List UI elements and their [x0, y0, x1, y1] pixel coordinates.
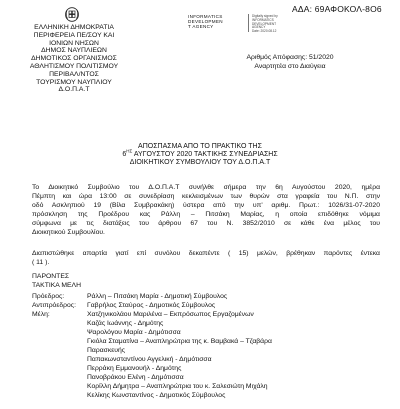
document-title: ΑΠΟΣΠΑΣΜΑ ΑΠΟ ΤΟ ΠΡΑΚΤΙΚΟ ΤΗΣ $6^{H\Sigma}$ ΑΥΓΟΥΣΤΟΥ 2020 ΤΑΚΤΙΚΗΣ ΣΥΝΕΔΡΙΑΣΗΣ ΔΙΟΙΚΗΤΙΚΟΥ ΣΥΜΒΟΥΛΙΟΥ ΤΟΥ Δ.Ο.Π.Α.Τ: [122, 143, 278, 167]
greek-emblem-icon: [64, 6, 80, 22]
list-item: Παρασκευής: [87, 347, 126, 354]
ada-code: ΑΔΑ: 69ΑΦΟΚΟΛ-8Ο6: [292, 4, 382, 14]
member-row-members: Μέλη: Χατζηνικολάου Μαριλένα – Εκπρόσωπος Εργαζομένων: [32, 311, 254, 318]
member-row-vice-president: Αντιπρόεδρος: Γαβρήλος Σταύρος - Δημοτικός Σύμβουλος: [32, 302, 216, 309]
list-item: Καζάς Ιωάννης - Δημότης: [87, 320, 164, 327]
list-item: Περράκη Εμμανουήλ - Δημότης: [87, 365, 182, 372]
member-row-president: Πρόεδρος: Ράλλη – Πιτσάκη Μαρία - Δημοτική Σύμβουλος: [32, 293, 228, 300]
quorum-paragraph: Διαπιστώθηκε απαρτία γιατί επί συνόλου δεκαπέντε ( 15) μελών, βρέθηκαν παρόντες έντεκα ( 11 ).: [32, 250, 380, 266]
meeting-paragraph: Το Διοικητικό Συμβούλιο του Δ.Ο.Π.Α.Τ συνήλθε σήμερα την 6η Αυγούστου 2020, ημέρα Πέμπτη και ώρα 13:00 σε συνεδρίαση κεκλεισμένων των θυρών στα γραφεία του Ν.Π. στην οδό Ασκληπιού 19 (Βίλα Συμβρακάκη) ύστερα από την υπ' αριθμ. Πρωτ.: 1026/31-07-2020 πρόσκληση της Προέδρου κας Ράλλη – Πιτσάκη Μαρίας, η οποία επιδόθηκε νόμιμα σύμφωνα με τις διατάξεις του άρθρου 67 του Ν. 3852/2010 σε κάθε ένα μέλος του Διοικητικού Συμβουλίου.: [32, 184, 380, 236]
stamp-text: INFORMATICS DEVELOPMEN T AGENCY: [188, 14, 223, 29]
present-heading: ΠΑΡΟΝΤΕΣ: [32, 273, 70, 280]
stamp-divider: [248, 14, 249, 32]
stamp-small-text: Digitally signed by INFORMATICS DEVELOPMENT AGENCY Date: 2020.08.12: [252, 14, 278, 34]
regular-members-heading: ΤΑΚΤΙΚΑ ΜΕΛΗ: [32, 282, 81, 289]
list-item: Ψαρολόγου Μαρία - Δημότισσα: [87, 329, 181, 336]
decision-number: Αριθμός Απόφασης: 51/2020: [246, 54, 334, 61]
list-item: Παπακωνσταντίνου Αγγελική - Δημότισσα: [87, 356, 212, 363]
digital-signature-stamp: [186, 12, 282, 34]
posting-note: Αναρτητέα στο Διαύγεια: [254, 62, 326, 70]
list-item: Κορίλλη Δήμητρα – Αναπληρώτρια του κ. Σαλεσιώτη Μιχάλη: [87, 383, 268, 390]
list-item: Γκιόλα Σταματίνα – Αναπληρώτρια της κ. Βαμβακά – Τζαβάρα: [87, 338, 272, 345]
members-list: [87, 319, 272, 400]
issuer-header: ΕΛΛΗΝΙΚΗ ΔΗΜΟΚΡΑΤΙΑ ΠΕΡΙΦΕΡΕΙΑ ΠΕ/ΣΟΥ ΚΑΙ ΙΟΝΙΩΝ ΝΗΣΩΝ ΔΗΜΟΣ ΝΑΥΠΛΙΕΩΝ ΔΗΜΟΤΙΚΟΣ ΟΡΓΑΝΙΣΜΟΣ ΑΘΛΗΤΙΣΜΟΥ ΠΟΛΙΤΙΣΜΟΥ ΠΕΡΙΒΑΛ/ΝΤΟΣ ΤΟΥΡΙΣΜΟΥ ΝΑΥΠΛΙΟΥ Δ.Ο.Π.Α.Τ: [29, 24, 119, 94]
decision-meta: [230, 54, 350, 71]
list-item: Πανοβράκου Ελένη - Δημότισσα: [87, 374, 184, 381]
list-item: Κελίκης Κωνσταντίνος - Δημοτικός Σύμβουλος: [87, 392, 226, 399]
